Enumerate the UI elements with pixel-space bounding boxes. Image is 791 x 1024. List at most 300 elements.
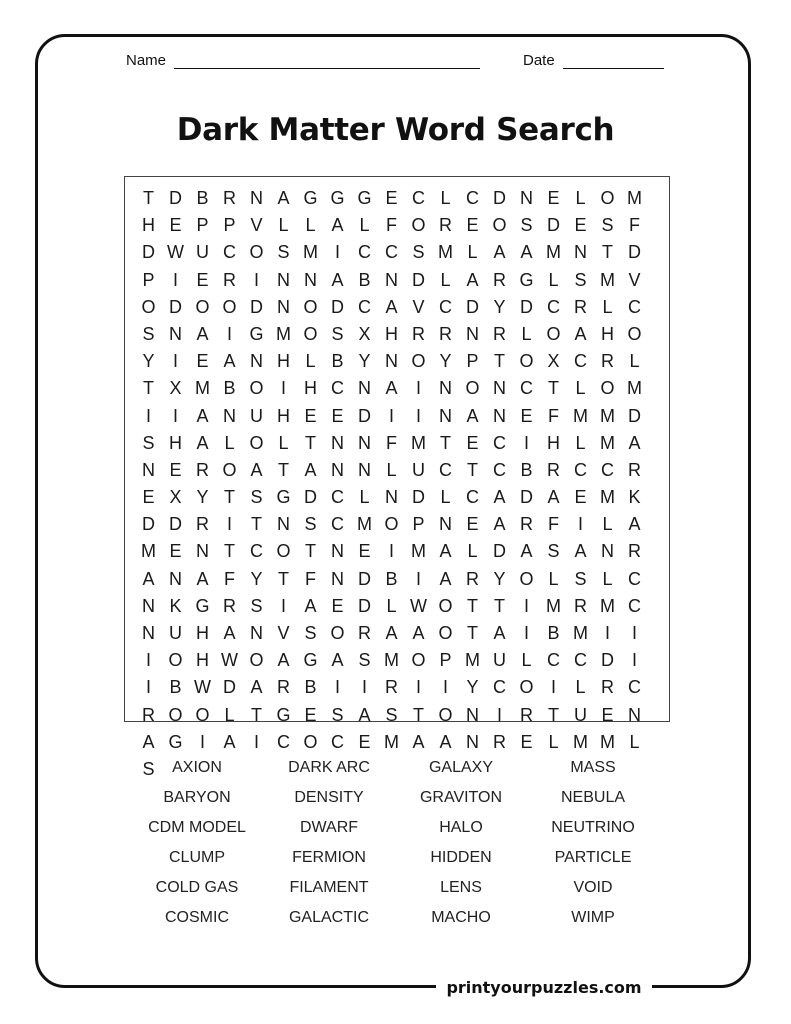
word-list-item: MACHO: [431, 909, 491, 926]
grid-cell: G: [276, 487, 291, 508]
grid-cell: U: [574, 704, 587, 725]
grid-cell: O: [303, 323, 318, 344]
grid-cell: I: [604, 623, 610, 643]
word-list-item: AXION: [172, 759, 222, 776]
grid-cell: A: [385, 296, 398, 317]
grid-cell: L: [629, 731, 640, 752]
grid-cell: T: [494, 595, 505, 616]
grid-cell: R: [439, 215, 452, 236]
grid-cell: L: [521, 650, 532, 671]
grid-cell: A: [277, 650, 290, 671]
grid-cell: F: [629, 215, 640, 236]
grid-cell: A: [520, 541, 533, 562]
grid-cell: M: [438, 242, 453, 263]
grid-cell: C: [331, 487, 344, 508]
grid-cell: O: [168, 650, 183, 671]
grid-cell: N: [250, 188, 263, 208]
grid-cell: M: [573, 731, 588, 752]
grid-cell: R: [142, 704, 155, 725]
grid-cell: C: [331, 731, 344, 752]
footer-site: printyourpuzzles.com: [436, 974, 652, 1002]
grid-cell: I: [550, 677, 556, 698]
grid-cell: E: [169, 459, 182, 480]
grid-cell: L: [521, 323, 532, 344]
grid-cell: E: [601, 704, 614, 725]
word-list-item: CDM MODEL: [148, 819, 246, 836]
grid-cell: C: [277, 731, 290, 752]
grid-cell: H: [385, 323, 398, 344]
grid-cell: I: [631, 623, 637, 643]
grid-cell: E: [169, 215, 182, 236]
grid-cell: A: [412, 623, 425, 643]
grid-cell: M: [600, 269, 615, 290]
grid-cell: I: [523, 432, 529, 453]
grid-cell: C: [520, 378, 533, 399]
grid-cell: A: [412, 731, 425, 752]
grid-cell: N: [277, 514, 290, 535]
grid-cell: I: [226, 323, 232, 344]
grid-cell: A: [520, 242, 533, 263]
grid-cell: V: [250, 215, 263, 236]
grid-cell: T: [440, 432, 451, 453]
grid-cell: M: [411, 432, 426, 453]
grid-cell: R: [574, 296, 587, 317]
grid-cell: A: [439, 731, 452, 752]
grid-cell: O: [465, 378, 480, 399]
grid-cell: H: [196, 650, 209, 671]
grid-cell: I: [577, 514, 583, 535]
grid-cell: D: [412, 487, 425, 508]
grid-cell: C: [358, 296, 371, 317]
grid-cell: N: [385, 351, 398, 372]
grid-cell: D: [358, 568, 371, 589]
grid-cell: S: [412, 242, 425, 263]
grid-cell: R: [277, 677, 290, 698]
grid-cell: E: [574, 487, 587, 508]
grid-cell: N: [169, 323, 182, 344]
grid-cell: I: [523, 595, 529, 616]
grid-cell: C: [628, 568, 641, 589]
grid-cell: O: [249, 650, 264, 671]
page-title: Dark Matter Word Search: [176, 112, 615, 148]
grid-cell: O: [249, 242, 264, 263]
grid-cell: T: [548, 378, 559, 399]
grid-cell: D: [223, 677, 236, 698]
grid-cell: T: [224, 541, 235, 562]
grid-cell: F: [548, 514, 559, 535]
grid-cell: C: [466, 487, 479, 508]
grid-cell: L: [548, 269, 559, 290]
grid-cell: X: [358, 323, 371, 344]
grid-cell: O: [222, 459, 237, 480]
grid-cell: D: [331, 296, 344, 317]
grid-cell: L: [467, 541, 478, 562]
word-list-item: FERMION: [292, 849, 366, 866]
grid-cell: O: [249, 378, 264, 399]
grid-cell: O: [438, 623, 453, 643]
grid-cell: E: [547, 188, 560, 208]
grid-cell: C: [628, 296, 641, 317]
grid-cell: I: [415, 378, 421, 399]
grid-cell: M: [573, 623, 588, 643]
grid-cell: A: [358, 704, 371, 725]
grid-cell: L: [575, 432, 586, 453]
grid-cell: R: [196, 514, 209, 535]
grid-cell: O: [519, 677, 534, 698]
grid-cell: Y: [196, 487, 209, 508]
name-line: [174, 54, 480, 69]
grid-cell: N: [574, 242, 587, 263]
grid-cell: D: [493, 188, 506, 208]
grid-cell: R: [412, 323, 425, 344]
grid-cell: D: [466, 296, 479, 317]
grid-cell: M: [600, 487, 615, 508]
grid-cell: P: [142, 269, 155, 290]
grid-cell: L: [224, 704, 235, 725]
grid-cell: T: [278, 568, 289, 589]
grid-cell: A: [277, 188, 290, 208]
grid-cell: N: [493, 378, 506, 399]
grid-cell: O: [330, 623, 345, 643]
name-field: [126, 52, 480, 69]
grid-cell: O: [303, 731, 318, 752]
grid-cell: D: [169, 188, 182, 208]
grid-cell: Y: [493, 568, 506, 589]
grid-cell: N: [223, 405, 236, 426]
grid-cell: I: [253, 731, 259, 752]
grid-cell: C: [466, 188, 479, 208]
grid-cell: C: [493, 432, 506, 453]
grid-cell: N: [196, 541, 209, 562]
grid-cell: K: [169, 595, 182, 616]
grid-cell: P: [412, 514, 425, 535]
grid-cell: M: [195, 378, 210, 399]
grid-cell: A: [142, 731, 155, 752]
grid-cell: O: [411, 215, 426, 236]
grid-cell: A: [250, 459, 263, 480]
word-list-item: MASS: [570, 759, 616, 776]
word-list: [131, 757, 659, 937]
grid-cell: L: [305, 351, 316, 372]
grid-cell: A: [493, 623, 506, 643]
grid-cell: E: [196, 351, 209, 372]
grid-cell: O: [384, 514, 399, 535]
grid-cell: F: [386, 215, 397, 236]
grid-cell: A: [628, 432, 641, 453]
grid-cell: E: [196, 269, 209, 290]
grid-cell: R: [493, 269, 506, 290]
grid-cell: F: [224, 568, 235, 589]
grid-cell: N: [439, 405, 452, 426]
grid-cell: R: [223, 595, 236, 616]
grid-cell: H: [277, 405, 290, 426]
grid-cell: A: [466, 405, 479, 426]
grid-cell: I: [253, 269, 259, 290]
grid-cell: T: [548, 704, 559, 725]
grid-cell: L: [278, 432, 289, 453]
grid-cell: C: [574, 459, 587, 480]
grid-cell: C: [547, 296, 560, 317]
grid-cell: R: [196, 459, 209, 480]
grid-cell: A: [628, 514, 641, 535]
grid-cell: I: [199, 731, 205, 752]
grid-cell: N: [358, 378, 371, 399]
grid-cell: O: [519, 351, 534, 372]
grid-cell: O: [411, 351, 426, 372]
grid-cell: W: [194, 677, 211, 698]
grid-cell: A: [196, 323, 209, 344]
grid-cell: A: [547, 487, 560, 508]
grid-cell: T: [251, 514, 262, 535]
grid-cell: B: [304, 677, 317, 698]
grid-cell: E: [331, 595, 344, 616]
word-list-item: FILAMENT: [289, 879, 369, 896]
grid-cell: A: [304, 595, 317, 616]
word-list-item: DWARF: [299, 819, 359, 836]
grid-cell: I: [361, 677, 367, 698]
grid-cell: O: [438, 595, 453, 616]
grid-cell: N: [466, 731, 479, 752]
grid-cell: O: [627, 323, 642, 344]
grid-cell: B: [358, 269, 371, 290]
word-list-item: HIDDEN: [430, 849, 492, 866]
grid-cell: A: [304, 459, 317, 480]
grid-cell: L: [278, 215, 289, 236]
grid-cell: N: [493, 405, 506, 426]
grid-cell: C: [493, 459, 506, 480]
grid-cell: I: [280, 595, 286, 616]
grid-cell: H: [142, 215, 155, 236]
grid-cell: C: [439, 296, 452, 317]
grid-cell: I: [334, 242, 340, 263]
grid-cell: E: [466, 514, 479, 535]
grid-cell: I: [145, 650, 151, 671]
grid-cell: A: [493, 242, 506, 263]
grid-cell: E: [358, 541, 371, 562]
grid-cell: O: [168, 704, 183, 725]
grid-cell: I: [280, 378, 286, 399]
grid-cell: I: [145, 405, 151, 426]
grid-cell: O: [195, 704, 210, 725]
grid-cell: M: [276, 323, 291, 344]
grid-cell: L: [575, 677, 586, 698]
grid-cell: R: [223, 188, 236, 208]
grid-cell: H: [277, 351, 290, 372]
grid-cell: N: [628, 704, 641, 725]
grid-cell: A: [331, 650, 344, 671]
grid-cell: G: [276, 704, 291, 725]
grid-cell: M: [546, 242, 561, 263]
grid-cell: G: [168, 731, 183, 752]
grid-cell: M: [573, 405, 588, 426]
grid-cell: L: [224, 432, 235, 453]
grid-cell: V: [412, 296, 425, 317]
grid-cell: I: [145, 677, 151, 698]
grid-cell: N: [304, 269, 317, 290]
grid-cell: U: [196, 242, 209, 263]
grid-cell: O: [492, 215, 507, 236]
grid-cell: A: [196, 568, 209, 589]
grid-cell: C: [439, 459, 452, 480]
grid-cell: N: [358, 432, 371, 453]
grid-cell: A: [142, 568, 155, 589]
grid-cell: D: [412, 269, 425, 290]
grid-cell: N: [142, 459, 155, 480]
grid-cell: C: [628, 677, 641, 698]
grid-cell: C: [574, 650, 587, 671]
grid-cell: I: [388, 541, 394, 562]
grid-cell: N: [142, 623, 155, 643]
word-list-item: GALACTIC: [288, 909, 369, 926]
grid-cell: B: [196, 188, 209, 208]
grid-cell: I: [415, 568, 421, 589]
grid-cell: E: [385, 188, 398, 208]
word-list-item: COLD GAS: [155, 879, 239, 896]
grid-cell: F: [548, 405, 559, 426]
grid-cell: O: [222, 296, 237, 317]
grid-cell: X: [169, 487, 182, 508]
word-list-item: DENSITY: [294, 789, 364, 806]
grid-cell: W: [410, 595, 427, 616]
grid-cell: S: [250, 595, 263, 616]
grid-cell: S: [385, 704, 398, 725]
grid-cell: A: [331, 215, 344, 236]
word-list-item: COSMIC: [165, 909, 229, 926]
grid-cell: P: [466, 351, 479, 372]
grid-cell: T: [143, 188, 154, 208]
grid-cell: S: [520, 215, 533, 236]
grid-cell: E: [304, 405, 317, 426]
grid-cell: L: [548, 568, 559, 589]
grid-cell: D: [520, 487, 533, 508]
grid-cell: D: [169, 296, 182, 317]
grid-cell: C: [547, 650, 560, 671]
grid-cell: S: [142, 758, 155, 779]
word-list-item: GALAXY: [428, 759, 494, 776]
grid-cell: C: [331, 378, 344, 399]
grid-cell: D: [169, 514, 182, 535]
grid-cell: I: [334, 677, 340, 698]
grid-cell: X: [547, 351, 560, 372]
puzzle-grid: [135, 185, 648, 783]
grid-cell: A: [439, 568, 452, 589]
grid-cell: D: [601, 650, 614, 671]
word-list-item: CLUMP: [168, 849, 225, 866]
grid-cell: L: [602, 514, 613, 535]
grid-cell: S: [358, 650, 371, 671]
grid-cell: R: [601, 351, 614, 372]
grid-cell: G: [249, 323, 264, 344]
grid-cell: S: [142, 432, 155, 453]
grid-cell: S: [304, 623, 317, 643]
grid-cell: D: [520, 296, 533, 317]
grid-cell: C: [574, 351, 587, 372]
grid-cell: T: [143, 378, 154, 399]
grid-cell: L: [305, 215, 316, 236]
grid-cell: O: [141, 296, 156, 317]
grid-cell: A: [493, 514, 506, 535]
grid-cell: N: [331, 541, 344, 562]
grid-cell: G: [330, 188, 345, 208]
grid-cell: C: [412, 188, 425, 208]
grid-cell: C: [385, 242, 398, 263]
grid-cell: R: [439, 323, 452, 344]
word-list-item: PARTICLE: [554, 849, 632, 866]
grid-cell: R: [493, 323, 506, 344]
grid-cell: M: [627, 188, 642, 208]
grid-cell: D: [304, 487, 317, 508]
grid-cell: U: [169, 623, 182, 643]
grid-cell: O: [438, 704, 453, 725]
grid-cell: S: [142, 323, 155, 344]
grid-cell: H: [601, 323, 614, 344]
grid-cell: N: [385, 269, 398, 290]
grid-cell: G: [303, 188, 318, 208]
word-list-item: NEBULA: [560, 789, 626, 806]
grid-cell: O: [519, 568, 534, 589]
grid-cell: L: [575, 188, 586, 208]
grid-cell: V: [277, 623, 290, 643]
grid-cell: A: [331, 269, 344, 290]
grid-cell: I: [172, 269, 178, 290]
grid-cell: N: [142, 595, 155, 616]
grid-cell: N: [466, 323, 479, 344]
grid-cell: H: [304, 378, 317, 399]
grid-cell: C: [628, 595, 641, 616]
grid-cell: I: [496, 704, 502, 725]
grid-cell: R: [574, 595, 587, 616]
grid-cell: I: [631, 650, 637, 671]
grid-cell: I: [388, 405, 394, 426]
date-label: Date: [523, 52, 555, 69]
grid-cell: A: [439, 541, 452, 562]
grid-cell: T: [413, 704, 424, 725]
name-label: Name: [126, 52, 167, 69]
grid-cell: S: [547, 541, 560, 562]
grid-cell: Y: [493, 296, 506, 317]
grid-cell: N: [169, 568, 182, 589]
grid-cell: T: [467, 595, 478, 616]
grid-cell: G: [195, 595, 210, 616]
word-list-item: VOID: [573, 879, 613, 896]
grid-cell: Y: [142, 351, 155, 372]
grid-cell: P: [439, 650, 452, 671]
grid-cell: R: [358, 623, 371, 643]
grid-cell: M: [600, 595, 615, 616]
grid-cell: Y: [358, 351, 371, 372]
grid-cell: R: [520, 704, 533, 725]
grid-cell: Y: [439, 351, 452, 372]
grid-cell: U: [493, 650, 506, 671]
grid-cell: E: [520, 405, 533, 426]
grid-cell: T: [305, 432, 316, 453]
grid-cell: E: [304, 704, 317, 725]
grid-cell: M: [141, 541, 156, 562]
grid-cell: N: [331, 432, 344, 453]
grid-cell: X: [169, 378, 182, 399]
grid-cell: L: [467, 242, 478, 263]
grid-cell: L: [359, 487, 370, 508]
grid-cell: M: [546, 595, 561, 616]
grid-cell: A: [196, 405, 209, 426]
word-list-item: DARK ARC: [288, 759, 370, 776]
grid-cell: C: [331, 514, 344, 535]
grid-cell: A: [466, 269, 479, 290]
word-list-item: LENS: [440, 879, 482, 896]
grid-cell: V: [628, 269, 641, 290]
grid-cell: M: [411, 541, 426, 562]
word-list-item: GRAVITON: [419, 789, 503, 806]
